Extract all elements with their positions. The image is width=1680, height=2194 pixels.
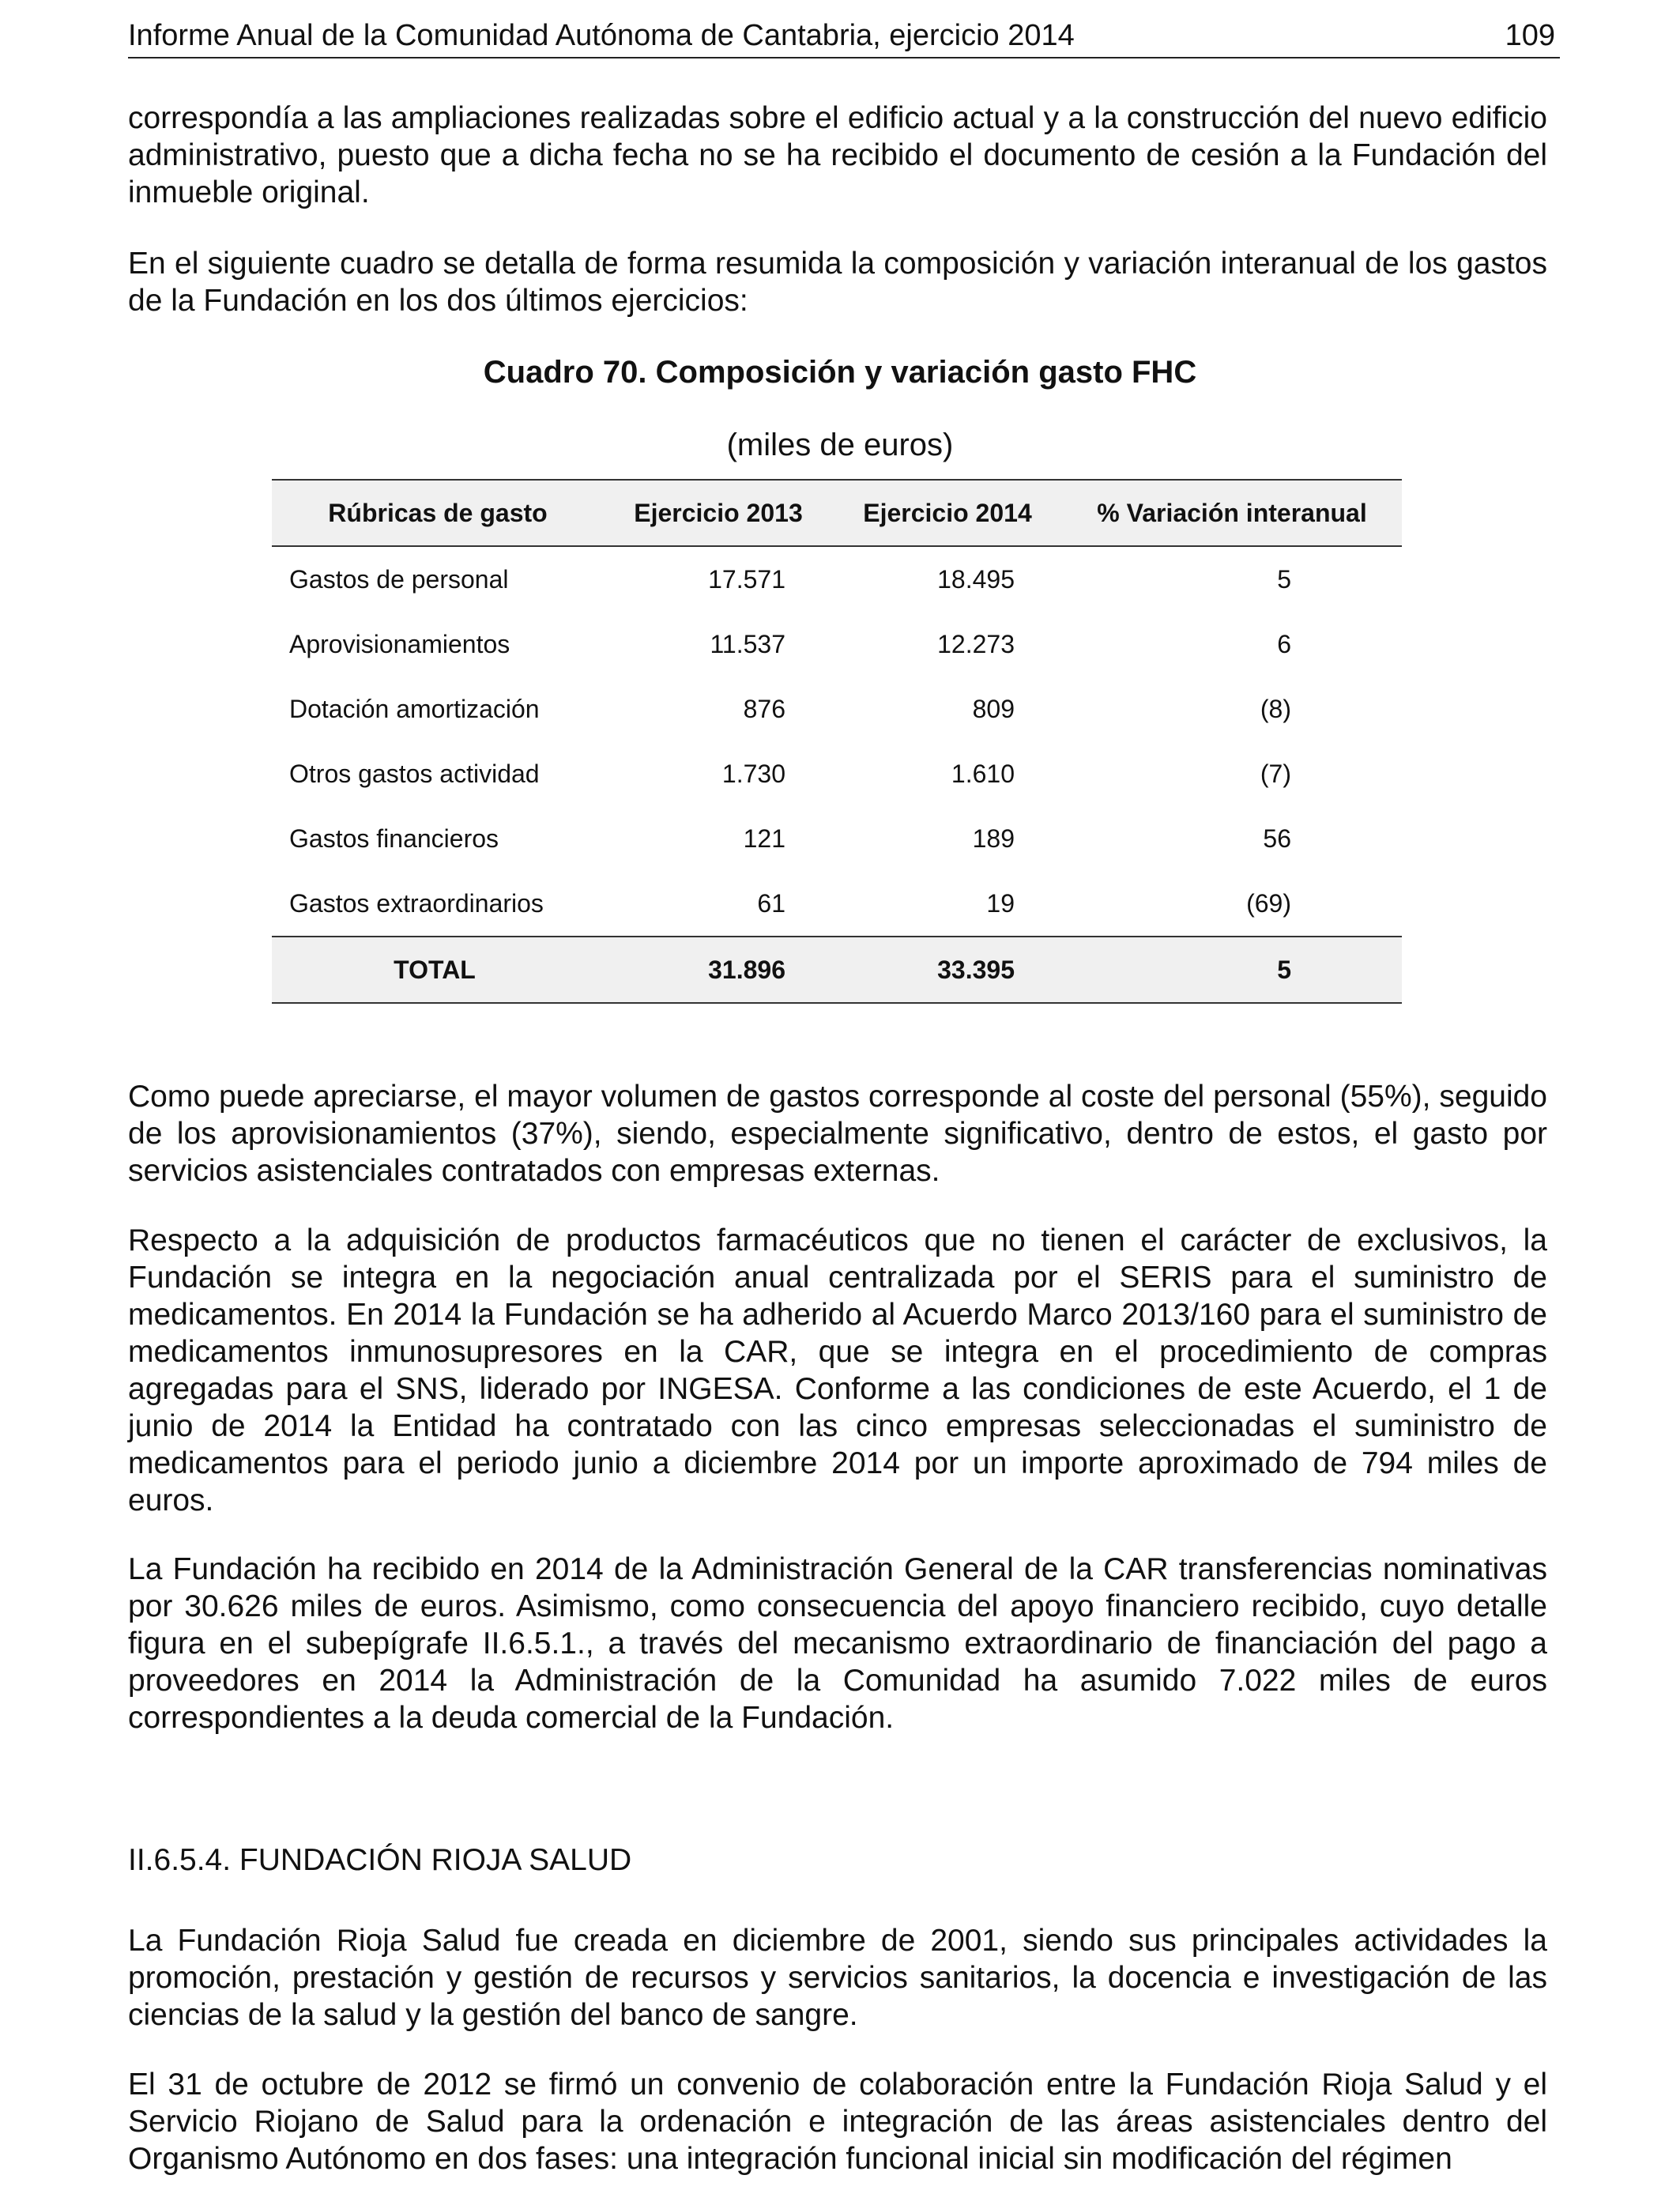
paragraph-6: La Fundación Rioja Salud fue creada en diciembre de 2001, siendo sus principales actividades la promoción, prestación y gestión de recursos y servicios sanitarios, la docencia e investigación de las ciencias de la salud y la gestión del banco de sangre. [128,1924,1547,2032]
section-heading: II.6.5.4. FUNDACIÓN RIOJA SALUD [128,1843,632,1877]
value-variation: (69) [1246,888,1291,918]
column-header-2014: Ejercicio 2014 [833,480,1062,546]
value-2013: 17.571 [708,564,785,594]
table-subtitle: (miles de euros) [726,428,954,462]
value-2014: 19 [986,888,1015,918]
value-2014: 809 [972,694,1015,723]
page-number: 109 [1505,19,1555,52]
value-variation: (8) [1260,694,1291,723]
table-row [272,546,1402,612]
paragraph-4: Respecto a la adquisición de productos farmacéuticos que no tienen el carácter de exclusivos, la Fundación se integra en la negociación anual centralizada por el SERIS para el suministro de medicamentos. En 2014 la Fundación se ha adherido al Acuerdo Marco 2013/160 para el suministro de medicamentos inmunosupresores en la CAR, que se integra en el procedimiento de compras agregadas para el SNS, liderado por INGESA. Conforme a las condiciones de este Acuerdo, el 1 de junio de 2014 la Entidad ha contratado con las cinco empresas seleccionadas el suministro de medicamentos para el periodo junio a diciembre 2014 por un importe aproximado de 794 miles de euros. [128,1223,1547,1517]
paragraph-2: En el siguiente cuadro se detalla de forma resumida la composición y variación interanual de los gastos de la Fundación en los dos últimos ejercicios: [128,247,1547,318]
value-2013: 121 [743,824,785,853]
row-label: Dotación amortización [289,694,540,723]
row-label: Otros gastos actividad [289,759,540,788]
value-2014: 12.273 [937,629,1015,658]
total-2013: 31.896 [604,937,833,1003]
paragraph-1: correspondía a las ampliaciones realizadas sobre el edificio actual y a la construcción del nuevo edificio administrativo, puesto que a dicha fecha no se ha recibido el documento de cesión a la Fundación del inmueble original. [128,101,1547,209]
value-variation: 5 [1277,564,1291,594]
paragraph-7: El 31 de octubre de 2012 se firmó un convenio de colaboración entre la Fundación Rioja Salud y el Servicio Riojano de Salud para la ordenación e integración de las áreas asistenciales dentro del Organismo Autónomo en dos fases: una integración funcional inicial sin modificación del régimen [128,2068,1547,2176]
table-row [272,871,1402,937]
value-2014: 18.495 [937,564,1015,594]
expense-table [272,479,1402,1004]
row-label: Gastos financieros [289,824,499,853]
value-2014: 1.610 [951,759,1015,788]
row-label: Gastos de personal [289,564,509,594]
table-total-row [272,937,1402,1003]
report-title: Informe Anual de la Comunidad Autónoma de Cantabria, ejercicio 2014 [128,19,1075,52]
table-title: Cuadro 70. Composición y variación gasto FHC [483,355,1197,390]
row-label: Gastos extraordinarios [289,888,544,918]
column-header-2013: Ejercicio 2013 [604,480,833,546]
column-header-variacion: % Variación interanual [1062,480,1402,546]
table-row [272,677,1402,741]
value-variation: 56 [1263,824,1291,853]
total-label: TOTAL [272,937,604,1003]
value-2014: 189 [972,824,1015,853]
paragraph-3: Como puede apreciarse, el mayor volumen de gastos corresponde al coste del personal (55%), seguido de los aprovisionamientos (37%), siendo, especialmente significativo, dentro de estos, el gasto por servicios asistenciales contratados con empresas externas. [128,1080,1547,1188]
table-row [272,741,1402,806]
paragraph-5: La Fundación ha recibido en 2014 de la Administración General de la CAR transferencias nominativas por 30.626 miles de euros. Asimismo, como consecuencia del apoyo financiero recibido, cuyo detalle figura en el subepígrafe II.6.5.1., a través del mecanismo extraordinario de financiación del pago a proveedores en 2014 la Administración de la Comunidad ha asumido 7.022 miles de euros correspondientes a la deuda comercial de la Fundación. [128,1552,1547,1735]
value-2013: 876 [743,694,785,723]
total-variation: 5 [1062,937,1402,1003]
total-2014: 33.395 [833,937,1062,1003]
value-variation: (7) [1260,759,1291,788]
table-row [272,612,1402,677]
value-variation: 6 [1277,629,1291,658]
page-header [128,14,1560,58]
table-header-row [272,480,1402,546]
value-2013: 61 [757,888,785,918]
value-2013: 1.730 [721,759,785,788]
table-row [272,806,1402,871]
value-2013: 11.537 [710,629,785,658]
row-label: Aprovisionamientos [289,629,510,658]
column-header-rubricas: Rúbricas de gasto [272,480,604,546]
